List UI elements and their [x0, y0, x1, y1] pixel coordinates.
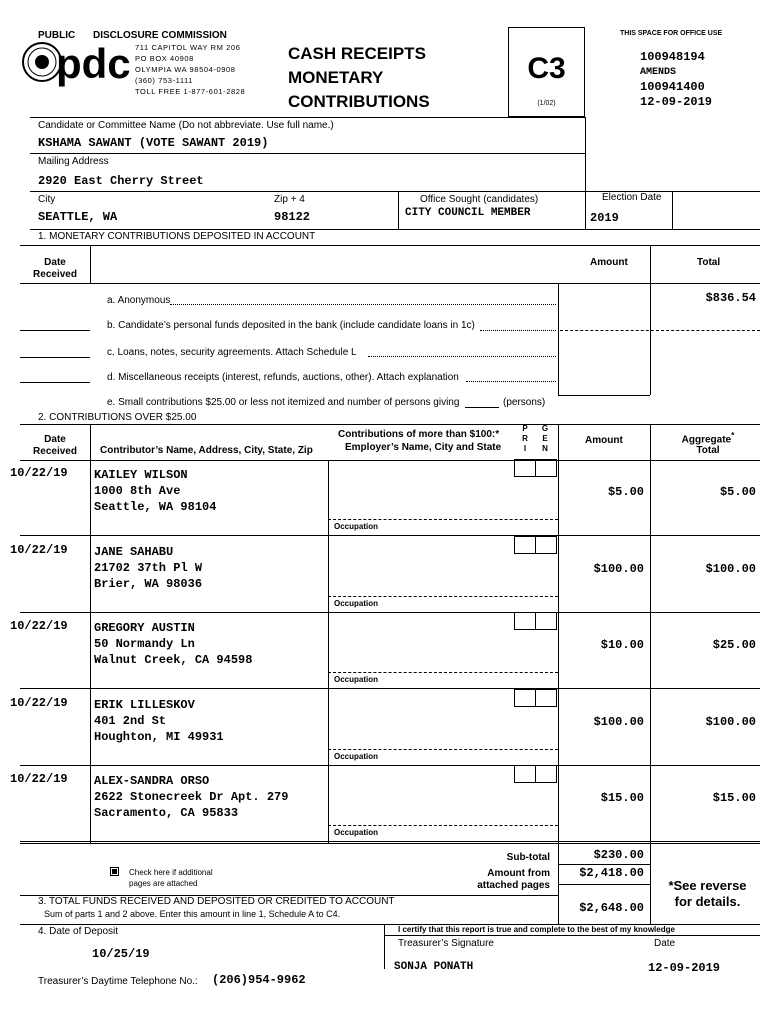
primary-header-letter: R	[522, 434, 528, 443]
contributor-city: Houghton, MI 49931	[94, 730, 224, 744]
office-use-value: AMENDS	[640, 67, 677, 78]
general-checkbox[interactable]	[535, 612, 557, 630]
deposit-date: 10/25/19	[92, 947, 150, 961]
contribution-aggregate: $25.00	[712, 638, 756, 652]
form-title-line: CASH RECEIPTS	[288, 44, 426, 63]
contributor-name: JANE SAHABU	[94, 545, 174, 559]
agency-address	[135, 42, 245, 97]
general-header	[538, 424, 552, 454]
general-checkbox[interactable]	[535, 689, 557, 707]
contributor-street: 50 Normandy Ln	[94, 637, 195, 651]
primary-checkbox[interactable]	[514, 612, 536, 630]
attached-pages-label-line: attached pages	[477, 880, 550, 891]
contributor-block	[94, 620, 252, 668]
subtotal-label: Sub-total	[506, 852, 550, 863]
section1-date-header: Date Received	[33, 257, 77, 280]
line-e-label: e. Small contributions $25.00 or less not itemized and number of persons giving	[107, 397, 460, 408]
contributor-block	[94, 467, 216, 515]
attached-pages-label-line: Amount from	[487, 868, 550, 879]
section3-subtitle: Sum of parts 1 and 2 above. Enter this amount in line 1, Schedule A to C4.	[44, 909, 341, 919]
occupation-label: Occupation	[334, 752, 379, 761]
contributor-block	[94, 773, 288, 821]
line-a-label: a. Anonymous	[107, 295, 171, 306]
total-funds-value: $2,648.00	[579, 901, 644, 915]
candidate-name-label: Candidate or Committee Name (Do not abbreviate. Use full name.)	[38, 120, 334, 131]
city-label: City	[38, 194, 56, 205]
contributor-street: 2622 Stonecreek Dr Apt. 279	[94, 790, 289, 804]
additional-pages-label-line: pages are attached	[129, 879, 198, 888]
general-header-letter: G	[541, 424, 549, 433]
form-title-line: MONETARY	[288, 68, 384, 87]
zip: 98122	[274, 210, 311, 224]
candidate-name: KSHAMA SAWANT (VOTE SAWANT 2019)	[38, 136, 269, 150]
address-line: PO BOX 40908	[135, 54, 194, 63]
treasurer-phone: (206)954-9962	[212, 973, 306, 987]
contribution-amount: $100.00	[593, 715, 644, 729]
agency-name-left: PUBLIC	[38, 30, 76, 41]
primary-checkbox[interactable]	[514, 765, 536, 783]
mailing-address: 2920 East Cherry Street	[38, 174, 204, 188]
section1-total-header: Total	[697, 257, 721, 268]
contribution-amount: $10.00	[600, 638, 644, 652]
contribution-amount: $5.00	[607, 485, 644, 499]
section1-amount-header: Amount	[590, 257, 628, 268]
line-d-label: d. Miscellaneous receipts (interest, refunds, auctions, other). Attach explanation	[107, 372, 459, 383]
zip-label: Zip + 4	[274, 194, 305, 205]
contributor-street: 1000 8th Ave	[94, 484, 181, 498]
aggregate-header-2: Total	[696, 445, 720, 456]
address-line: 711 CAPITOL WAY RM 206	[135, 43, 241, 52]
contribution-aggregate: $5.00	[719, 485, 756, 499]
persons-label: (persons)	[503, 397, 546, 408]
contributor-street: 401 2nd St	[94, 714, 167, 728]
address-line: (360) 753-1111	[135, 76, 194, 85]
contributor-name: KAILEY WILSON	[94, 468, 188, 482]
contributor-city: Sacramento, CA 95833	[94, 806, 239, 820]
employer-header-1: Contributions of more than $100:*	[338, 429, 500, 440]
deposit-date-label: 4. Date of Deposit	[38, 926, 119, 937]
city: SEATTLE, WA	[38, 210, 118, 224]
line-b-label: b. Candidate’s personal funds deposited in the bank (include candidate loans in 1c)	[107, 320, 475, 331]
occupation-label: Occupation	[334, 522, 379, 531]
primary-checkbox[interactable]	[514, 536, 536, 554]
signature-label: Treasurer’s Signature	[398, 938, 494, 949]
aggregate-header	[660, 430, 756, 445]
form-title-line: CONTRIBUTIONS	[288, 92, 430, 111]
form-code: C3	[527, 52, 566, 85]
section2-amount-header: Amount	[585, 435, 623, 446]
section3-title: 3. TOTAL FUNDS RECEIVED AND DEPOSITED OR CREDITED TO ACCOUNT	[38, 896, 395, 907]
office-use-value: 100948194	[640, 50, 705, 64]
office-sought-label: Office Sought (candidates)	[420, 194, 539, 205]
general-checkbox[interactable]	[535, 536, 557, 554]
contribution-date: 10/22/19	[10, 772, 68, 786]
general-checkbox[interactable]	[535, 765, 557, 783]
form-version: (1/02)	[537, 100, 556, 107]
form-title	[288, 42, 430, 114]
office-use-value: 12-09-2019	[640, 95, 713, 109]
contributor-header: Contributor’s Name, Address, City, State, Zip	[100, 445, 313, 456]
section2-date-header: Date Received	[33, 434, 77, 457]
mailing-address-label: Mailing Address	[38, 156, 109, 167]
aggregate-footnote-mark: *	[731, 430, 735, 440]
occupation-label: Occupation	[334, 828, 379, 837]
contributor-name: GREGORY AUSTIN	[94, 621, 195, 635]
additional-pages-label-line: Check here if additional	[129, 868, 213, 877]
primary-checkbox[interactable]	[514, 459, 536, 477]
signature-date: 12-09-2019	[648, 961, 721, 975]
office-use-label: THIS SPACE FOR OFFICE USE	[620, 30, 723, 37]
contribution-aggregate: $100.00	[705, 562, 756, 576]
line-a-total: $836.54	[705, 291, 756, 305]
persons-count-line[interactable]	[465, 407, 499, 408]
additional-pages-checkbox[interactable]	[110, 867, 119, 876]
attached-pages-label	[440, 868, 550, 892]
primary-header-letter: I	[523, 444, 527, 453]
contributor-street: 21702 37th Pl W	[94, 561, 203, 575]
contributor-city: Brier, WA 98036	[94, 577, 203, 591]
address-line: OLYMPIA WA 98504-0908	[135, 65, 236, 74]
address-line: TOLL FREE 1-877-601-2828	[135, 87, 246, 96]
section2-title: 2. CONTRIBUTIONS OVER $25.00	[38, 412, 197, 423]
line-c-label: c. Loans, notes, security agreements. Attach Schedule L	[107, 347, 357, 358]
general-header-letter: N	[542, 444, 548, 453]
contribution-date: 10/22/19	[10, 466, 68, 480]
contribution-aggregate: $15.00	[712, 791, 756, 805]
general-checkbox[interactable]	[535, 459, 557, 477]
phone-label: Treasurer’s Daytime Telephone No.:	[38, 976, 198, 987]
contributor-city: Seattle, WA 98104	[94, 500, 217, 514]
contributor-name: ALEX-SANDRA ORSO	[94, 774, 210, 788]
employer-header-2: Employer’s Name, City and State	[345, 442, 502, 453]
occupation-label: Occupation	[334, 675, 379, 684]
additional-pages-label	[129, 867, 213, 889]
contributor-block	[94, 697, 224, 745]
treasurer-name: SONJA PONATH	[394, 961, 474, 973]
contribution-amount: $15.00	[600, 791, 644, 805]
office-use-value: 100941400	[640, 80, 705, 94]
divider	[672, 191, 673, 229]
contribution-aggregate: $100.00	[705, 715, 756, 729]
checkbox-mark	[112, 869, 117, 874]
agency-name-right: DISCLOSURE COMMISSION	[93, 30, 227, 41]
see-reverse-note	[655, 878, 760, 910]
attached-pages-value: $2,418.00	[579, 866, 644, 880]
signature-date-label: Date	[654, 938, 676, 949]
contributor-city: Walnut Creek, CA 94598	[94, 653, 253, 667]
occupation-label: Occupation	[334, 599, 379, 608]
office-use-values	[640, 50, 712, 110]
contribution-date: 10/22/19	[10, 619, 68, 633]
general-header-letter: E	[542, 434, 548, 443]
primary-header	[518, 424, 532, 454]
contribution-amount: $100.00	[593, 562, 644, 576]
see-reverse-line: for details.	[674, 894, 741, 909]
primary-checkbox[interactable]	[514, 689, 536, 707]
aggregate-header-label: Aggregate	[681, 434, 732, 446]
section1-title: 1. MONETARY CONTRIBUTIONS DEPOSITED IN ACCOUNT	[38, 231, 316, 242]
svg-text:pdc: pdc	[56, 40, 131, 87]
pdc-logo	[20, 40, 132, 88]
certification-text: I certify that this report is true and complete to the best of my knowledge	[398, 925, 675, 934]
contribution-date: 10/22/19	[10, 696, 68, 710]
contribution-date: 10/22/19	[10, 543, 68, 557]
office-sought: CITY COUNCIL MEMBER	[405, 207, 531, 219]
contributor-name: ERIK LILLESKOV	[94, 698, 195, 712]
primary-header-letter: P	[522, 424, 528, 433]
election-date: 2019	[590, 211, 619, 225]
contributor-block	[94, 544, 202, 592]
election-date-label: Election Date	[602, 192, 662, 203]
subtotal-value: $230.00	[593, 848, 644, 862]
see-reverse-line: *See reverse	[668, 878, 747, 893]
